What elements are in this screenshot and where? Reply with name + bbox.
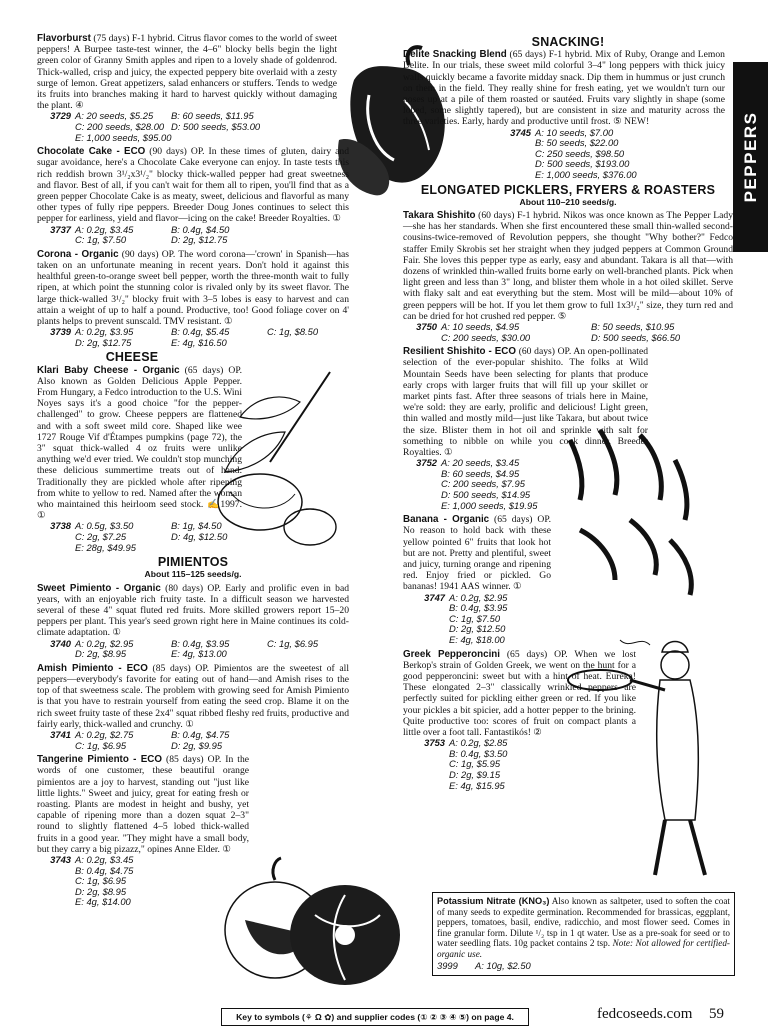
price-option[interactable]: C: 1g, $6.95	[75, 875, 127, 887]
variety-name: Tangerine Pimiento - ECO	[37, 754, 162, 766]
price-option[interactable]: A: 20 seeds, $5.25	[75, 110, 154, 122]
variety-name: Corona - Organic	[37, 248, 119, 260]
price-list	[403, 593, 733, 646]
variety-description: (80 days) OP. Early and prolific even in bad years, with an enjoyable rich fruity taste. In a difficult season we harvested several of these 4" squat fluted red fruits. More skilled growers report 15–20 peppers per plant. This year's seed grown right here in Maine continues its cold-climate adaptation. ①	[37, 582, 349, 639]
section-heading-cheese: CHEESE	[105, 350, 159, 365]
price-option[interactable]: A: 0.2g, $2.95	[75, 637, 134, 649]
price-list	[403, 458, 733, 511]
catalog-entry-greek-pepperoncini	[403, 649, 733, 792]
price-option[interactable]: B: 0.4g, $4.75	[171, 729, 230, 741]
variety-description: (65 days) OP. When we lost Berkop's strain of Golden Greek, we went on the hunt for a good pepperoncini: sweet but with a hint of heat. Eureka! These elongated 2–3" classically wrinkled peppers are perfectly suited for pickling either green or red. If you like your pickles a bit spicier, add a hotter pepper to the brining. Quite productive too: scores of fruit on compact plants a little over a foot tall. Fantastikós! ②	[403, 648, 636, 739]
catalog-entry-banana	[403, 514, 733, 645]
price-option[interactable]: E: 28g, $49.95	[75, 541, 136, 553]
price-list	[37, 855, 349, 908]
variety-name: Takara Shishito	[403, 210, 476, 221]
catalog-entry-delite-snacking-blend	[403, 49, 725, 180]
page-number: 59	[709, 1006, 724, 1022]
price-option[interactable]: D: 2g, $12.75	[171, 234, 228, 246]
variety-description: (60 days) F-1 hybrid. Nikos was once known as The Pepper Lady—she has her standards. When she first encountered these small thin-walled second-cousins-twice-removed of Revolution peppers, she thought "Why bother?" Fedco staffer Emily Skrobis set her straight when they judged peppers at Common Ground Fair. She loves this pepper type as early, easy and abundant. Takara is all that—with dozens of wrinkled thin-walled fruits borne early on well-branched plants. Pick when light green and less than 3" long, and blister them whole in a hot oiled skillet. Serve with flaky salt and eat everything but the stem. Most will be mild—about 10% of green peppers will be hot. If you let them grow to full 1x3¹/₂" size, they turn red and can be dried for hot crushed red pepper. ⑤	[403, 210, 733, 322]
left-column	[37, 33, 349, 911]
price-option[interactable]: D: 2g, $9.15	[449, 769, 501, 781]
price-option[interactable]: D: 2g, $8.95	[75, 885, 127, 897]
symbol-key-box: Key to symbols (⚘ Ω ✿) and supplier codes (① ② ③ ④ ⑤) on page 4.	[221, 1008, 529, 1026]
sku-code: 3737	[50, 223, 71, 235]
price-option[interactable]: C: 1g, $7.50	[75, 234, 127, 246]
price-option[interactable]: A: 10 seeds, $4.95	[441, 321, 520, 333]
price-option[interactable]: B: 0.4g, $3.50	[449, 747, 508, 759]
price-option[interactable]: A: 10g, $2.50	[475, 959, 531, 971]
variety-name: Resilient Shishito - ECO	[403, 346, 516, 358]
price-option[interactable]: D: 2g, $8.95	[75, 648, 127, 660]
sku-code: 3745	[510, 126, 531, 138]
section-heading-elongated: ELONGATED PICKLERS, FRYERS & ROASTERS	[420, 182, 716, 197]
variety-name: Delite Snacking Blend	[403, 49, 507, 61]
sku-code: 3738	[50, 520, 71, 532]
sku-code: 3747	[424, 591, 445, 603]
price-option[interactable]: A: 0.5g, $3.50	[75, 520, 134, 532]
product-name: Potassium Nitrate (KNO₃)	[437, 896, 550, 906]
variety-description: (85 days) OP. Pimientos are the sweetest of all peppers—everybody's favorite for eating out of hand—and Amish rises to the top of that sweetness scale. The problem with growing seed for Amish Pimiento is that you have to restrain yourself from eating the seed crop. Blame it on the rich sweet fruity taste of these 2x4" squat ribbed fleshy red fruits, productive and fairly early, thick-walled and crunchy. ①	[37, 662, 349, 730]
variety-name: Klari Baby Cheese - Organic	[37, 364, 180, 376]
price-list	[37, 521, 242, 553]
organic-note: Note: Not allowed for certified-organic use.	[437, 938, 730, 959]
sku-code: 3750	[416, 321, 437, 333]
sku-code: 3729	[50, 110, 71, 122]
price-option[interactable]: D: 2g, $9.95	[171, 739, 223, 751]
price-option[interactable]: B: 1g, $4.50	[171, 520, 222, 532]
variety-name: Greek Pepperoncini	[403, 648, 500, 660]
price-option[interactable]: D: 500 seeds, $193.00	[535, 158, 630, 170]
section-subheading-elongated: About 110–210 seeds/g.	[519, 196, 617, 207]
section-side-tab	[733, 62, 768, 252]
price-option[interactable]: C: 1g, $7.50	[449, 612, 501, 624]
right-column	[403, 33, 733, 794]
section-subheading-pimientos: About 115–125 seeds/g.	[144, 569, 242, 580]
price-option[interactable]: E: 1,000 seeds, $19.95	[441, 499, 538, 511]
price-list	[437, 961, 730, 972]
variety-description: (90 days) OP. In these times of gluten, dairy and sugar avoidance, here's a Chocolate Cake everyone can enjoy. In taste tests this rich reddish brown 3¹/₂x3¹/₂" blocky thick-walled pepper had great sweetness and flavor. Best of all, if you can't wait for them all to ripen, you'll find that as a green pepper Chocolate Cake is as meaty, sweet, delicious and flavorful as many other types of fully ripe peppers. Breeder Doug Jones continues to select this pepper for earliness, yield and flavor—icing on the cake! Breeder Royalties. ①	[37, 146, 349, 225]
website-link[interactable]: fedcoseeds.com	[597, 1006, 693, 1022]
catalog-entry-chocolate-cake	[37, 146, 349, 246]
price-list	[37, 730, 349, 751]
catalog-entry-klari-baby-cheese	[37, 365, 242, 554]
price-option[interactable]: D: 500 seeds, $53.00	[171, 121, 261, 133]
price-option[interactable]: D: 2g, $12.75	[75, 336, 132, 348]
price-option[interactable]: C: 1g, $5.95	[449, 758, 501, 770]
price-list	[403, 128, 725, 181]
section-heading-snacking: SNACKING!	[531, 35, 605, 49]
price-option[interactable]: B: 50 seeds, $10.95	[591, 321, 675, 333]
section-heading-pimientos: PIMIENTOS	[157, 555, 229, 570]
sku-code: 3743	[50, 854, 71, 866]
price-option[interactable]: C: 200 seeds, $7.95	[441, 478, 525, 490]
price-option[interactable]: A: 0.2g, $2.95	[449, 591, 508, 603]
product-description: Also known as saltpeter, used to soften the coat of many seeds to expedite germination. Recommended for brassicas, eggplant, peppers, tomatoes, basil, endive, radicchio, and most flower seed. Comes in fine granular form. Dilute ¹/₂ tsp in 1 qt water. Use as a pre-soak for seed or to water seedling flats. 10g packet contains 2 tsp.	[437, 896, 730, 949]
price-option[interactable]: D: 500 seeds, $66.50	[591, 331, 681, 343]
sku-code: 3753	[424, 737, 445, 749]
price-option[interactable]: A: 0.2g, $2.85	[449, 737, 508, 749]
price-option[interactable]: B: 0.4g, $3.95	[171, 637, 230, 649]
price-option[interactable]: E: 4g, $16.50	[171, 336, 227, 348]
price-list	[403, 738, 733, 791]
price-option[interactable]: A: 0.2g, $3.45	[75, 854, 134, 866]
price-option[interactable]: B: 0.4g, $5.45	[171, 326, 230, 338]
price-option[interactable]: A: 0.2g, $2.75	[75, 729, 134, 741]
variety-description: (90 days) OP. The word corona—'crown' in Spanish—has taken on an unfortunate meaning in recent years. Don't hold it against this healthful green-to-orange sweet bell pepper, worth the three-month wait to fully ripen, at which point the stunning color is rivaled only by its sweet flavor. The large thick-walled 3¹/₂" blocky fruit with 3–5 lobes is easy to harvest and can attain a weight of up to half a pound. Productive, too! Good foliage cover on 4' plants helps to prevent sunscald. TMV resistant. ①	[37, 248, 349, 328]
sku-code: 3752	[416, 457, 437, 469]
price-option[interactable]: C: 200 seeds, $28.00	[75, 121, 165, 133]
sku-code: 3741	[50, 729, 71, 741]
catalog-entry-sweet-pimiento	[37, 583, 349, 660]
price-option[interactable]: E: 4g, $14.00	[75, 896, 131, 908]
price-option[interactable]: B: 0.4g, $4.50	[171, 223, 230, 235]
price-list	[403, 322, 733, 343]
variety-description: (60 days) OP. An open-pollinated selection of the ever-popular shishito. The folks at Wild Mountain Seeds have been selecting for plants that produce early crops with larger fruits that will fill up your skillet or market pints fast. After three seasons of trials here in Maine, we're sold: they are early, prolific and delicious! Light green, thin walled and mostly mild—just like Takara, but about twice the size. Blister them in hot oil and sprinkle with salt for something to nibble on while you cook dinner. Breeder Royalties. ①	[403, 346, 648, 459]
variety-description: (85 days) OP. In the words of one customer, these beautiful orange pimientos are a joy to harvest, standing out "just like little lights." Sweet and juicy, great for eating fresh or roasting. Plants are modest in height and bushy, yet capable of ripening more than a dozen squat 2–3" round to slightly flattened 4–5 lobed thick-walled fruits in a good year. "They might have a small body, but they carry a big pizazz," opines Anne Elder. ①	[37, 754, 249, 855]
price-option[interactable]: B: 60 seeds, $11.95	[171, 110, 254, 122]
price-option[interactable]: C: 250 seeds, $98.50	[535, 147, 625, 159]
variety-name: Amish Pimiento - ECO	[37, 662, 148, 674]
variety-description: (65 days) OP. No reason to hold back with these yellow pointed 6" fruits that look hot but are not. Pretty and plentiful, sweet and juicy, turning orange and ripening red. Enjoy fried or pickled. Go bananas! 1941 AAS winner. ①	[403, 514, 551, 593]
price-option[interactable]: B: 60 seeds, $4.95	[441, 467, 520, 479]
price-option[interactable]: E: 4g, $13.00	[171, 648, 227, 660]
price-list	[37, 225, 349, 246]
price-option[interactable]: A: 20 seeds, $3.45	[441, 457, 520, 469]
price-option[interactable]: E: 1,000 seeds, $95.00	[75, 131, 172, 143]
catalog-entry-amish-pimiento	[37, 663, 349, 751]
variety-description: (65 days) F-1 hybrid. Mix of Ruby, Orange and Lemon Delite. In our trials, these sweet mild colorful 3–4" long peppers with thick juicy walls quickly became a favorite midday snack. Dip them in hummus or just crunch on them in the field. They really shine for fresh eating, yet we wouldn't turn our noses up at a pile of them roasted or sautéed. Fruits vary slightly in shape (some lobed, some slightly tapered), but are consistent in size and maturity across the three varieties. Early, hardy and productive until frost. ⑤ NEW!	[403, 49, 725, 128]
catalog-entry-corona	[37, 249, 349, 349]
catalog-entry-resilient-shishito	[403, 346, 733, 511]
price-option[interactable]: A: 0.2g, $3.45	[75, 223, 134, 235]
price-option[interactable]: B: 0.4g, $3.95	[449, 602, 508, 614]
price-option[interactable]: C: 1g, $8.50	[267, 326, 319, 338]
price-option[interactable]: E: 1,000 seeds, $376.00	[535, 169, 637, 180]
price-option[interactable]: A: 10 seeds, $7.00	[535, 126, 614, 138]
variety-description: (65 days) OP. Also known as Golden Delicious Apple Pepper. From Hungary, a Fedco introduction to the U.S. Wini Noyes says it's a good choice "for the pepper-challenged" to grow. Cheese peppers are flattened and with a soft sweet mild core. Shaped like wee 1727 Rouge Vif d'Étampes pumpkins (page 72), the 3" squat thick-walled 4 oz fruits were unlike anything we'd ever tried. We couldn't stop munching these delicious summertime treats out of hand. Traditionally they are pickled whole after ripening from white to yellow to red. Named after the woman who maintained this heirloom seed stock. ✍1997. ①	[37, 364, 242, 522]
side-tab-label: PEPPERS	[740, 111, 760, 203]
sku-code: 3739	[50, 326, 71, 338]
price-option[interactable]: D: 500 seeds, $14.95	[441, 489, 531, 501]
catalog-entry-flavorburst	[37, 33, 337, 143]
catalog-entry-takara-shishito	[403, 210, 733, 343]
price-option[interactable]: C: 200 seeds, $30.00	[441, 331, 531, 343]
sku-code: 3740	[50, 637, 71, 649]
price-option[interactable]: A: 0.2g, $3.95	[75, 326, 134, 338]
price-option[interactable]: D: 4g, $12.50	[171, 531, 228, 543]
variety-name: Flavorburst	[37, 33, 91, 44]
variety-name: Chocolate Cake - ECO	[37, 146, 146, 158]
price-option[interactable]: E: 4g, $15.95	[449, 779, 505, 791]
sku-code: 3999	[437, 959, 458, 971]
price-list	[37, 327, 349, 348]
catalog-entry-tangerine-pimiento	[37, 754, 349, 908]
potassium-nitrate-box	[432, 892, 735, 976]
variety-description: (75 days) F-1 hybrid. Citrus flavor comes to the world of sweet peppers! A Burpee taste-test winner, the 4–6" blocky bells begin the light green color of Granny Smith apples and ripen to a lovely shade of goldenrod. Thick-walled, crisp and juicy, the expected peppery bite overlaid with a zesty surge of lemon. Great appetizers, salad enhancers or stuffers. Tends to wedge its fruits into branches making it hard to harvest quickly without damaging the plant. ④	[37, 33, 338, 112]
price-option[interactable]: D: 2g, $12.50	[449, 623, 506, 635]
variety-name: Banana - Organic	[403, 514, 490, 526]
price-option[interactable]: C: 2g, $7.25	[75, 531, 127, 543]
price-list	[37, 111, 337, 143]
variety-name: Sweet Pimiento - Organic	[37, 582, 161, 594]
price-option[interactable]: B: 50 seeds, $22.00	[535, 137, 619, 149]
price-option[interactable]: E: 4g, $18.00	[449, 634, 505, 646]
price-option[interactable]: B: 0.4g, $4.75	[75, 864, 134, 876]
price-option[interactable]: C: 1g, $6.95	[75, 739, 127, 751]
price-list	[37, 639, 349, 660]
price-option[interactable]: C: 1g, $6.95	[267, 637, 319, 649]
